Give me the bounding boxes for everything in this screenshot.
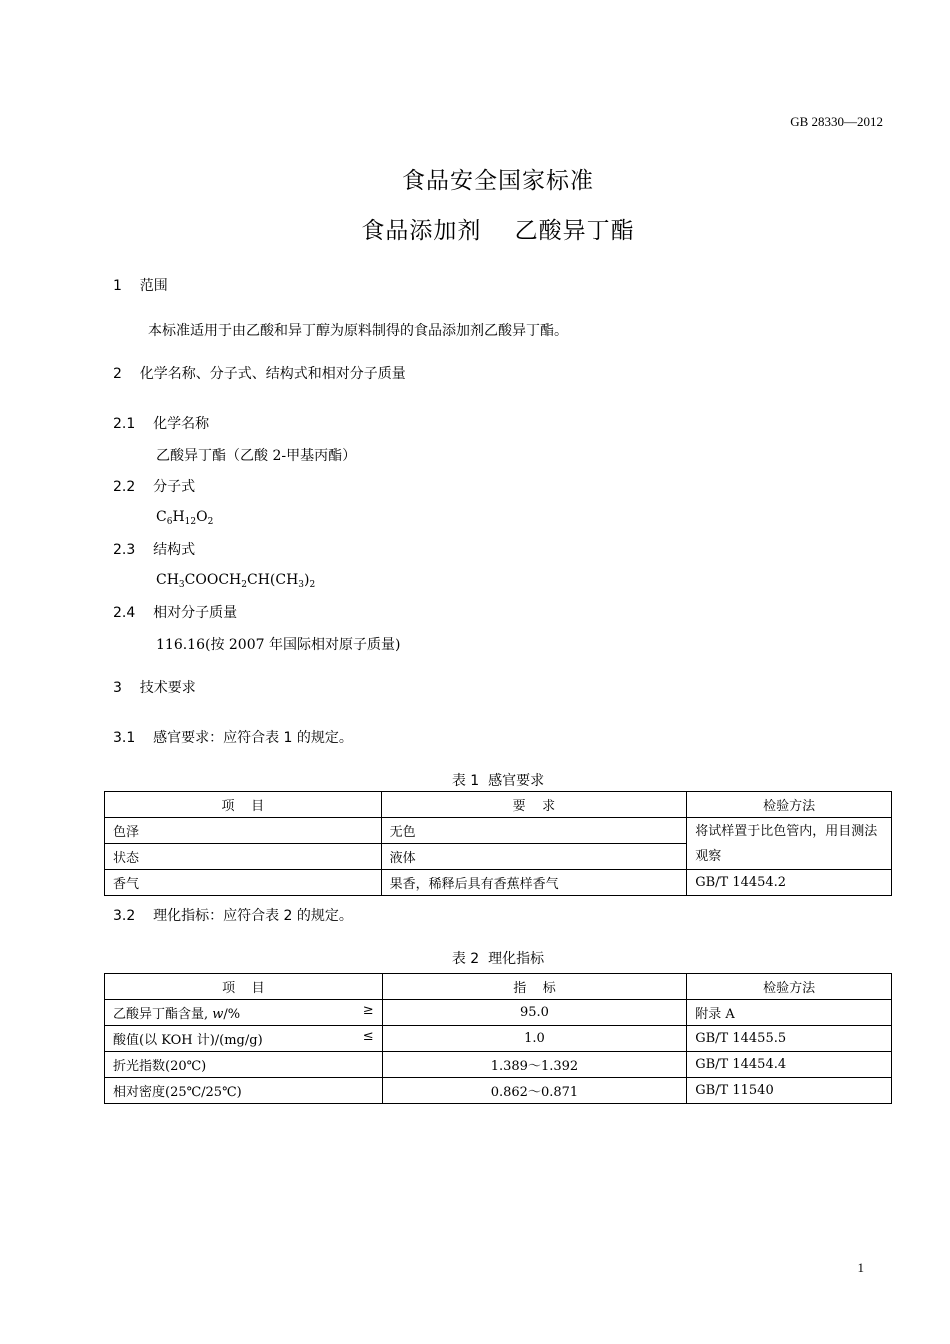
section-2-3-heading: 2.3 结构式: [113, 542, 196, 558]
table-header-cell: 指 标: [382, 974, 687, 1000]
table-header-cell: 要 求: [381, 792, 687, 818]
molecular-formula: $C_6H_{12}O_2$: [156, 509, 214, 527]
document-subtitle: 食品添加剂 乙酸异丁酯: [361, 218, 635, 244]
table-row: [105, 1026, 892, 1052]
table-cell: 折光指数(20℃): [105, 1052, 383, 1078]
table-cell: 液体: [381, 844, 687, 870]
table-cell: 无色: [381, 818, 687, 844]
table-row: [105, 1078, 892, 1104]
table-cell: GB/T 14455.5: [687, 1026, 892, 1052]
table-row: [105, 818, 892, 844]
structural-formula: $CH_3COOCH_2CH(CH_3)_2$: [156, 572, 316, 590]
table-cell: 色泽: [105, 818, 382, 844]
table-row: [105, 1052, 892, 1078]
table-cell: GB/T 11540: [687, 1078, 892, 1104]
section-3-2-heading: 3.2 理化指标：应符合表 2 的规定。: [113, 908, 353, 924]
section-2-2-heading: 2.2 分子式: [113, 479, 196, 495]
section-1-text: 本标准适用于由乙酸和异丁醇为原料制得的食品添加剂乙酸异丁酯。: [148, 323, 568, 339]
standard-number: GB 28330—2012: [790, 114, 883, 129]
comparison-symbol: ≤: [362, 1029, 374, 1044]
section-3-heading: 3 技术要求: [113, 680, 196, 696]
document-title: 食品安全国家标准: [402, 168, 594, 194]
table-cell: 1.389～1.392: [382, 1052, 687, 1078]
table-header-cell: 项 目: [105, 974, 383, 1000]
section-3-1-heading: 3.1 感官要求：应符合表 1 的规定。: [113, 730, 353, 746]
table-header-cell: 检验方法: [687, 792, 892, 818]
molecular-mass: 116.16(按 2007 年国际相对原子质量): [156, 637, 401, 653]
table-2-caption: 表 2 理化指标: [451, 951, 545, 967]
table-cell-merged-method: 将试样置于比色管内，用目测法观察: [687, 818, 892, 870]
table-header-row: [105, 974, 892, 1000]
table-cell: 酸值(以 KOH 计)/(mg/g) ≤: [105, 1026, 383, 1052]
physicochemical-table: [104, 973, 892, 1104]
table-cell: 果香，稀释后具有香蕉样香气: [381, 870, 687, 896]
comparison-symbol: ≥: [362, 1003, 374, 1018]
table-cell: 状态: [105, 844, 382, 870]
section-2-heading: 2 化学名称、分子式、结构式和相对分子质量: [113, 366, 406, 382]
table-cell: 1.0: [382, 1026, 687, 1052]
table-cell: GB/T 14454.2: [687, 870, 892, 896]
table-cell: 乙酸异丁酯含量, w/% ≥: [105, 1000, 383, 1026]
table-row: [105, 1000, 892, 1026]
section-2-1-heading: 2.1 化学名称: [113, 416, 210, 432]
section-2-4-heading: 2.4 相对分子质量: [113, 605, 238, 621]
table-1-caption: 表 1 感官要求: [451, 773, 545, 789]
table-cell: 0.862～0.871: [382, 1078, 687, 1104]
table-cell: GB/T 14454.4: [687, 1052, 892, 1078]
table-cell: 香气: [105, 870, 382, 896]
table-cell: 95.0: [382, 1000, 687, 1026]
section-1-heading: 1 范围: [113, 278, 168, 294]
table-row: [105, 870, 892, 896]
table-header-cell: 检验方法: [687, 974, 892, 1000]
table-cell: 相对密度(25℃/25℃): [105, 1078, 383, 1104]
sensory-requirements-table: [104, 791, 892, 896]
chemical-name: 乙酸异丁酯（乙酸 2-甲基丙酯）: [156, 448, 357, 464]
table-header-cell: 项 目: [105, 792, 382, 818]
page-number: 1: [857, 1260, 864, 1275]
table-header-row: [105, 792, 892, 818]
table-cell: 附录 A: [687, 1000, 892, 1026]
